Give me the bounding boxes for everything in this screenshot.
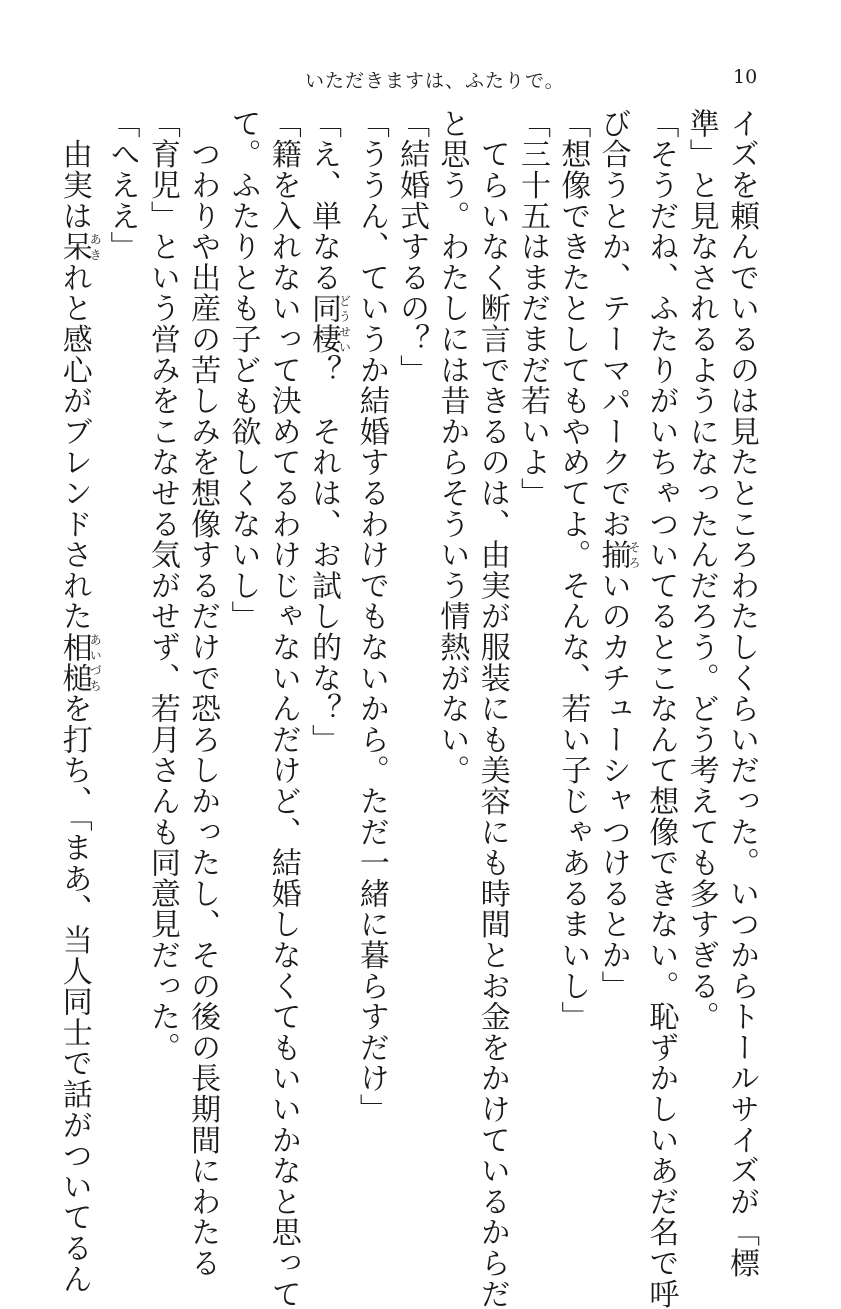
text-line: [262, 108, 302, 1309]
text-line: [471, 108, 511, 1309]
text-line: [721, 108, 761, 1279]
text-segment: 「想像できたとしてもやめてよ。そんな、若い子じゃあるまいし」: [555, 108, 591, 1032]
text-line: [53, 108, 103, 1295]
text-line: [303, 108, 351, 1108]
text-line: [101, 108, 141, 1108]
text-segment: 「結婚式するの？」: [394, 108, 430, 386]
text-segment: 「三十五はまだまだ若いよ」: [515, 108, 551, 509]
text-segment: 「そうだね、ふたりがいちゃついてるとこなんて想像できない。恥ずかしいあだ名で呼: [643, 108, 679, 1309]
text-segment: 準」と見なされるようになったんだろう。どう考えても多すぎる。: [683, 108, 719, 1032]
ruby-annotation: [595, 539, 642, 571]
text-line: [391, 108, 431, 1108]
ruby-reading: どうせい: [337, 292, 352, 355]
vertical-body-text: [53, 108, 761, 1309]
ruby-base: 相槌: [56, 631, 92, 694]
text-line: [142, 108, 182, 1108]
text-segment: を打ち、「まあ、当人同士で話がついてるん: [56, 693, 92, 1295]
text-line: [431, 108, 471, 1108]
ruby-base: 同棲: [306, 292, 342, 355]
page-number: 10: [733, 66, 758, 88]
text-segment: び合うとか、テーマパークでお: [595, 108, 631, 540]
ruby-annotation: [56, 631, 103, 694]
text-line: [592, 108, 640, 1108]
text-line: [640, 108, 680, 1309]
running-title: いただきますは、ふたりで。: [305, 70, 565, 92]
text-line: [680, 108, 720, 1108]
ruby-annotation: [306, 292, 352, 355]
text-segment: つわりや出産の苦しみを想像するだけで恐ろしかったし、その後の長期間にわたる: [185, 108, 221, 1279]
ruby-reading: そろ: [627, 539, 642, 571]
text-segment: 「籍を入れないって決めてるわけじゃないんだけど、結婚しなくてもいいかなと思って: [265, 108, 301, 1309]
text-segment: イズを頼んでいるのは見たところわたしくらいだった。いつからトールサイズが「標: [724, 108, 759, 1279]
text-segment: 「へええ」: [104, 108, 140, 262]
text-line: [222, 108, 262, 1108]
text-segment: 「育児」という営みをこなせる気がせず、若月さんも同意見だった。: [144, 108, 180, 1063]
text-segment: いのカチューシャつけるとか」: [595, 570, 631, 1002]
ruby-base: 呆: [56, 231, 92, 263]
text-line: [182, 108, 222, 1279]
ruby-annotation: [56, 231, 103, 263]
text-segment: 「ううん、ていうか結婚するわけでもないから。ただ一緒に暮らすだけ」: [353, 108, 389, 1125]
ruby-base: 揃: [595, 539, 631, 571]
text-segment: 「え、単なる: [306, 108, 342, 293]
text-line: [552, 108, 592, 1108]
text-segment: 由実は: [56, 108, 92, 232]
ruby-reading: あき: [88, 231, 103, 263]
ruby-reading: あいづち: [88, 631, 103, 694]
text-segment: てらいなく断言できるのは、由実が服装にも美容にも時間とお金をかけているからだ: [474, 108, 510, 1309]
text-segment: と思う。わたしには昔からそういう情熱がない。: [434, 108, 470, 786]
text-line: [351, 108, 391, 1125]
text-segment: ？ それは、お試し的な？」: [306, 354, 342, 755]
text-segment: て。ふたりとも子ども欲しくないし」: [225, 108, 261, 632]
text-segment: れと感心がブレンドされた: [56, 262, 92, 632]
text-line: [512, 108, 552, 1108]
